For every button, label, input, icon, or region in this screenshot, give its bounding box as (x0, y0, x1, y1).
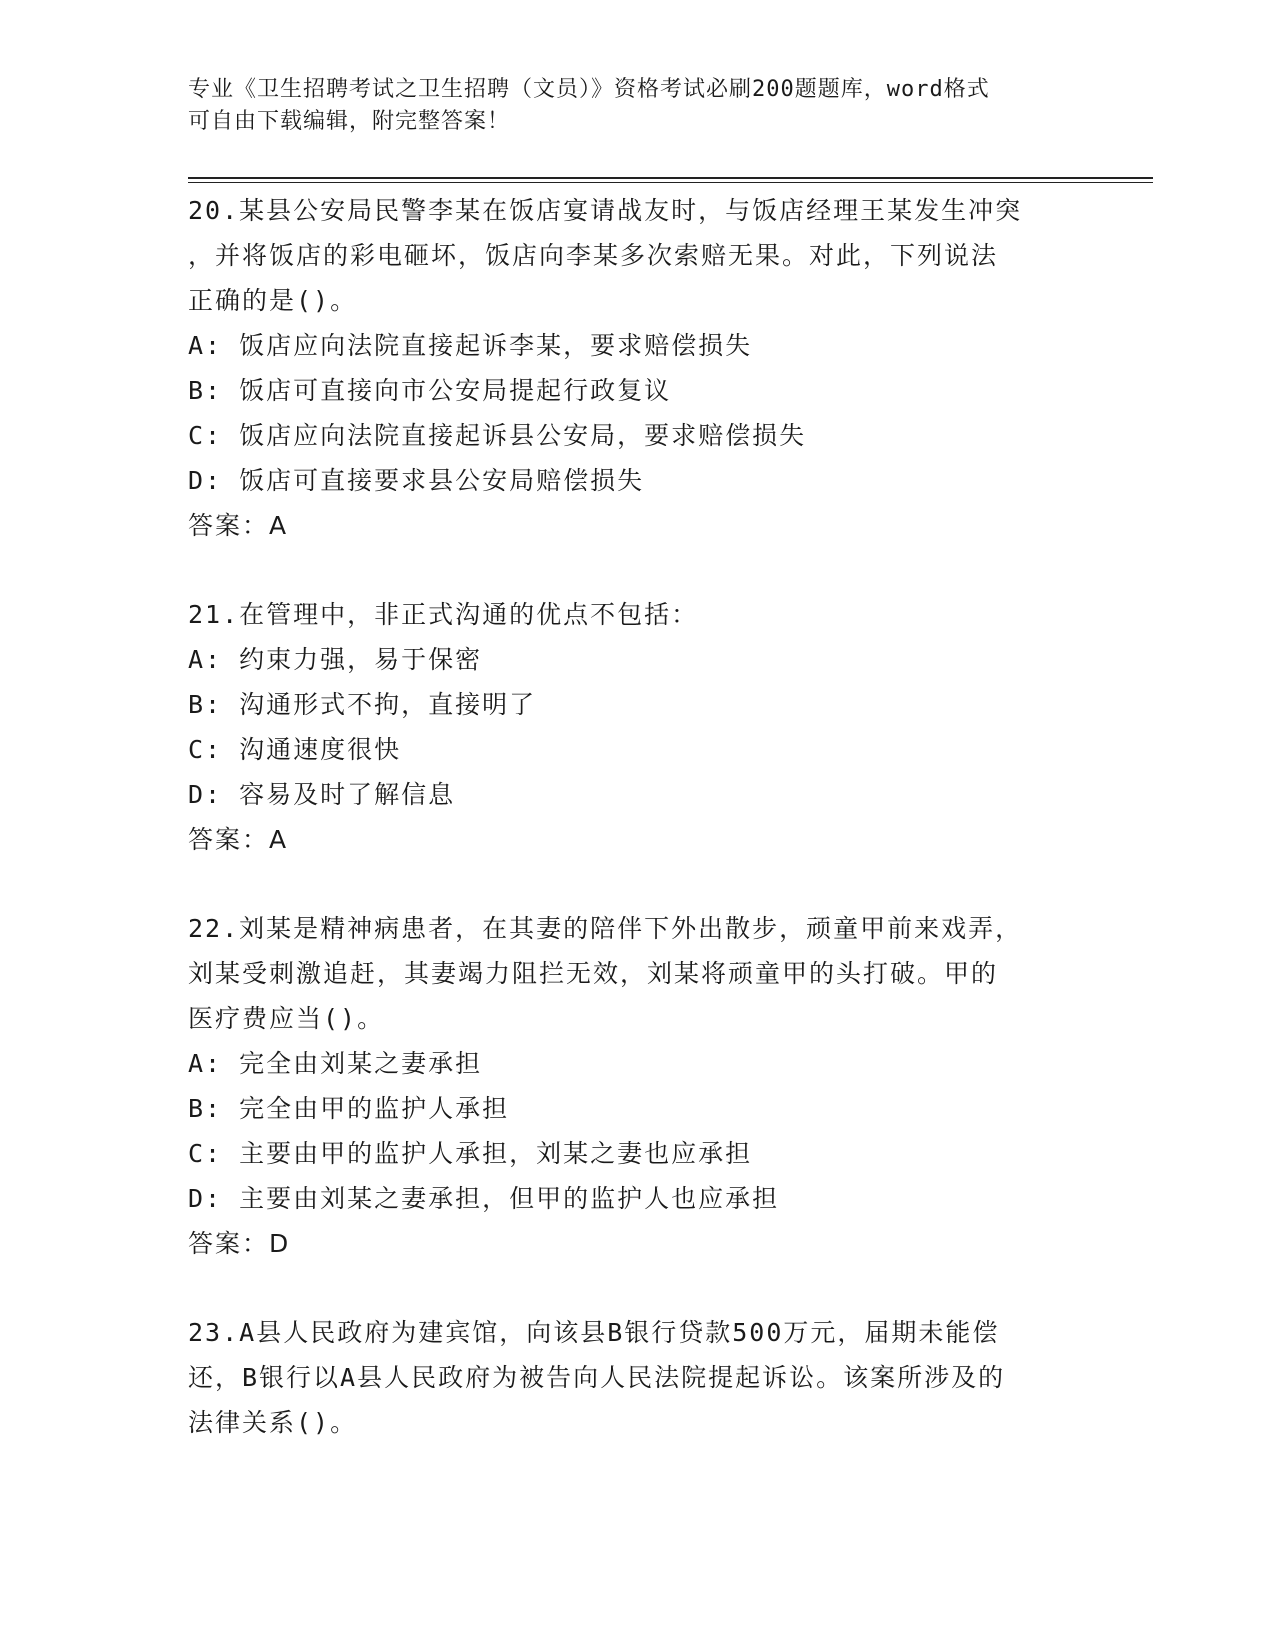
question-stem-line: 20.某县公安局民警李某在饭店宴请战友时，与饭店经理王某发生冲突 (188, 196, 1023, 225)
option-b: B: 饭店可直接向市公安局提起行政复议 (188, 376, 672, 405)
option-a: A: 饭店应向法院直接起诉李某，要求赔偿损失 (188, 331, 753, 360)
option-d: D: 饭店可直接要求县公安局赔偿损失 (188, 466, 645, 495)
header-line-1: 专业《卫生招聘考试之卫生招聘（文员）》资格考试必刷200题题库，word格式 (188, 77, 990, 102)
question-22 (188, 906, 1088, 1266)
question-stem-line: 21.在管理中，非正式沟通的优点不包括： (188, 600, 699, 629)
question-stem-line: 医疗费应当()。 (188, 1004, 385, 1033)
option-b: B: 完全由甲的监护人承担 (188, 1094, 510, 1123)
question-stem-line: 正确的是()。 (188, 286, 358, 315)
answer: 答案：A (188, 511, 289, 540)
option-c: C: 饭店应向法院直接起诉县公安局，要求赔偿损失 (188, 421, 807, 450)
question-20 (188, 188, 1088, 548)
document-header (188, 74, 1068, 138)
header-divider-thick (188, 177, 1153, 179)
question-stem-line: 22.刘某是精神病患者，在其妻的陪伴下外出散步，顽童甲前来戏弄， (188, 914, 1023, 943)
option-d: D: 主要由刘某之妻承担，但甲的监护人也应承担 (188, 1184, 780, 1213)
header-divider-thin (188, 182, 1153, 183)
question-list (188, 188, 1088, 1489)
option-a: A: 约束力强，易于保密 (188, 645, 483, 674)
question-stem-line: 23.A县人民政府为建宾馆，向该县B银行贷款500万元，届期未能偿 (188, 1318, 1000, 1347)
question-21 (188, 592, 1088, 862)
header-line-2: 可自由下载编辑，附完整答案！ (188, 109, 511, 134)
option-c: C: 主要由甲的监护人承担，刘某之妻也应承担 (188, 1139, 753, 1168)
question-stem-line: 刘某受刺激追赶，其妻竭力阻拦无效，刘某将顽童甲的头打破。甲的 (188, 959, 999, 988)
option-d: D: 容易及时了解信息 (188, 780, 456, 809)
answer: 答案：D (188, 1229, 291, 1258)
question-stem-line: 还，B银行以A县人民政府为被告向人民法院提起诉讼。该案所涉及的 (188, 1363, 1006, 1392)
option-b: B: 沟通形式不拘，直接明了 (188, 690, 537, 719)
option-a: A: 完全由刘某之妻承担 (188, 1049, 483, 1078)
question-23 (188, 1310, 1088, 1445)
option-c: C: 沟通速度很快 (188, 735, 402, 764)
question-stem-line: ，并将饭店的彩电砸坏，饭店向李某多次索赔无果。对此，下列说法 (188, 241, 999, 270)
answer: 答案：A (188, 825, 289, 854)
question-stem-line: 法律关系()。 (188, 1408, 358, 1437)
